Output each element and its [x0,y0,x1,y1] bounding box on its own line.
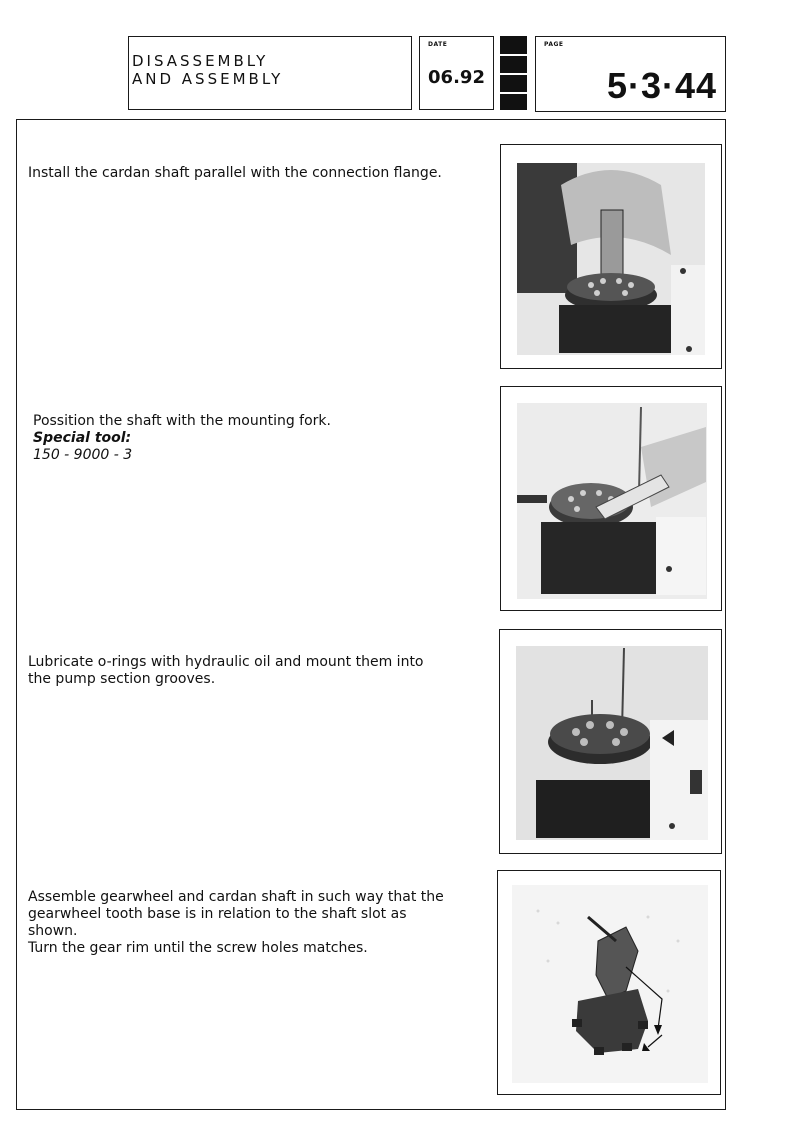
thumb-tab-4 [500,94,527,110]
special-tool-label: Special tool: [33,430,132,446]
o-ring-lubrication-photo [500,630,723,855]
step-3-line-1: Lubricate o-rings with hydraulic oil and mount them into [28,654,424,670]
date-box [419,36,494,110]
section-title-line1: DISASSEMBLY [132,52,269,70]
page-number: 5·3·44 [606,65,717,106]
date-label: DATE [428,41,448,48]
cardan-shaft-install-photo [501,145,723,370]
step-2-text [33,413,473,464]
step-4-text [28,889,488,957]
special-tool-number: 150 - 9000 - 3 [33,447,133,463]
step-3-text [28,654,488,688]
step-4-line-4: Turn the gear rim until the screw holes matches. [28,940,368,956]
thumb-tab-3 [500,75,527,92]
step-4-line-1: Assemble gearwheel and cardan shaft in such way that the [28,889,444,905]
section-title-box [128,36,412,110]
page-box [535,36,726,112]
thumb-tab-2 [500,56,527,73]
date-value: 06.92 [428,67,485,88]
page-label: PAGE [544,41,564,48]
step-4-line-3: shown. [28,923,78,939]
step-1-photo-frame [500,144,722,369]
step-4-photo-frame [497,870,721,1095]
gearwheel-alignment-photo [498,871,722,1096]
thumb-tab-1 [500,36,527,54]
step-2-instruction: Possition the shaft with the mounting fork. [33,413,331,429]
step-3-line-2: the pump section grooves. [28,671,216,687]
mounting-fork-photo [501,387,723,612]
step-3-photo-frame [499,629,722,854]
step-2-photo-frame [500,386,722,611]
section-title-line2: AND ASSEMBLY [132,70,284,88]
step-1-instruction: Install the cardan shaft parallel with the connection flange. [28,165,442,181]
step-4-line-2: gearwheel tooth base is in relation to the shaft slot as [28,906,407,922]
step-1-text [28,165,488,182]
